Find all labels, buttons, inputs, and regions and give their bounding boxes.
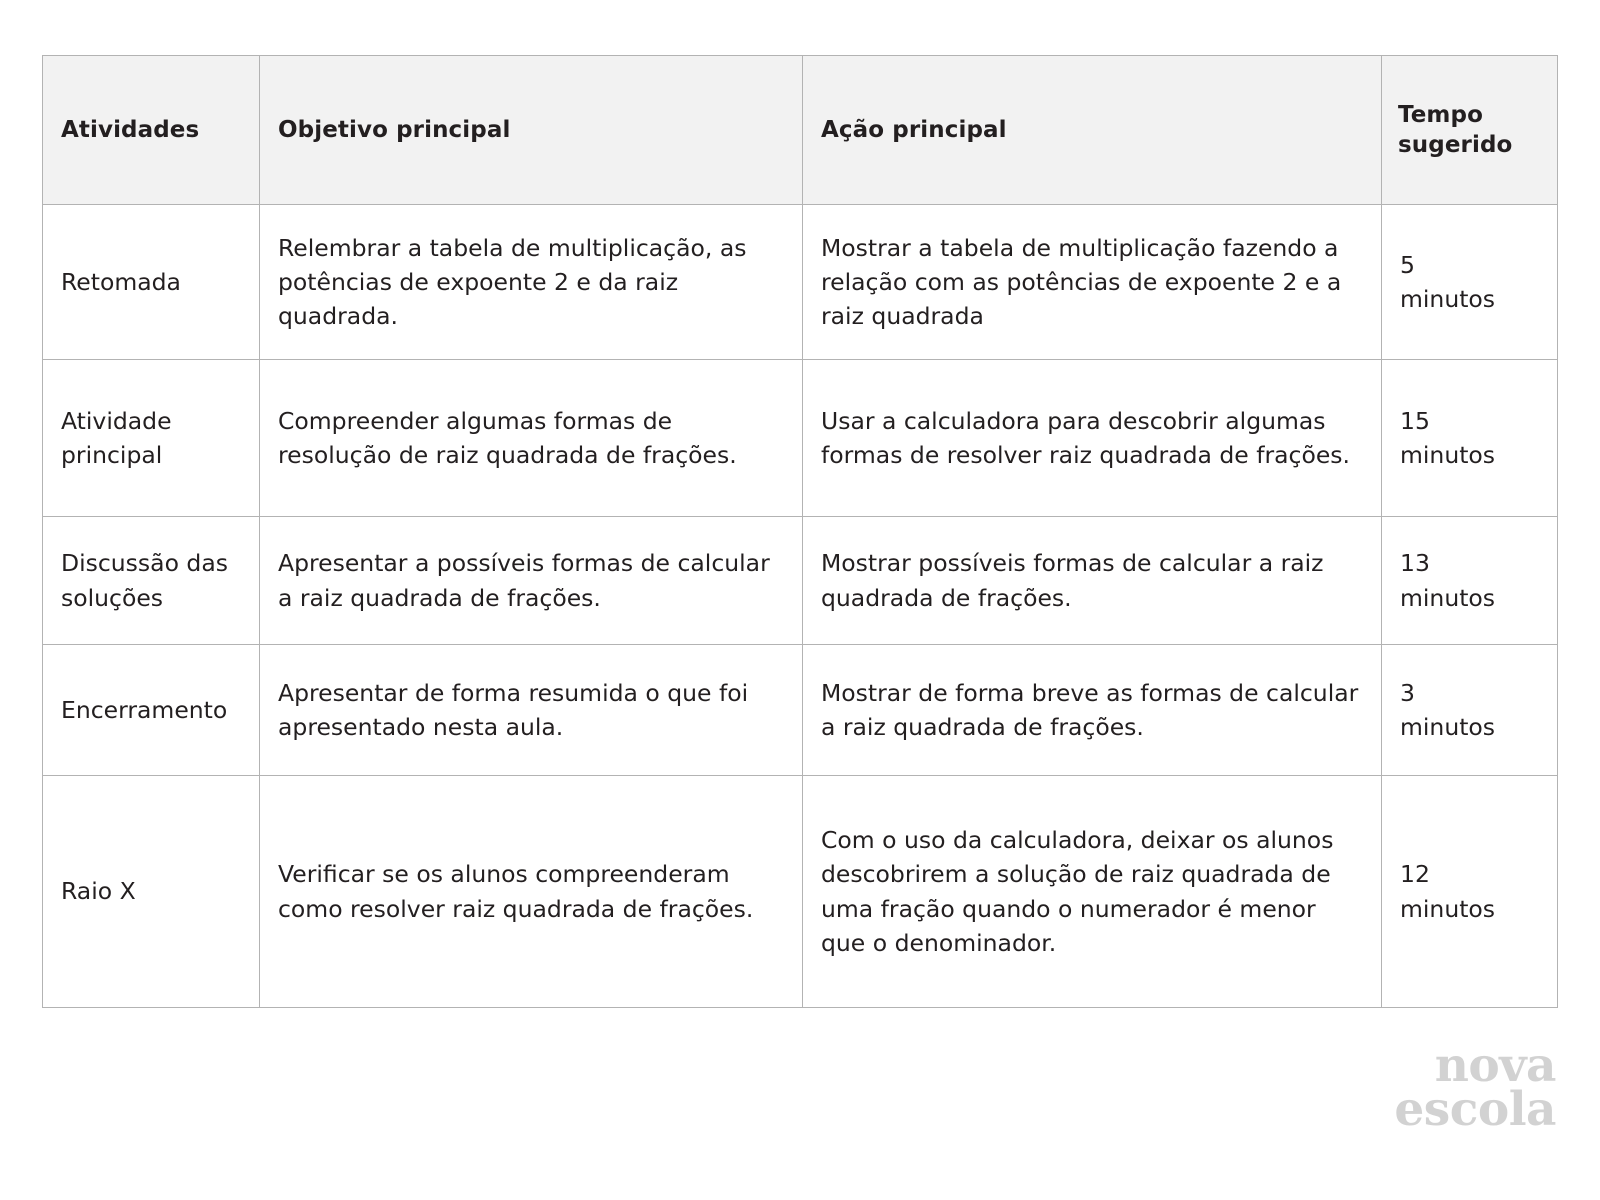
table-row — [43, 517, 1558, 645]
cell-tempo — [1382, 205, 1558, 360]
cell-acao: Usar a calculadora para descobrir algumas formas de resolver raiz quadrada de frações. — [803, 360, 1382, 517]
column-header-atividades: Atividades — [43, 56, 260, 205]
tempo-header-line-2: sugerido — [1398, 132, 1513, 158]
column-header-tempo-sugerido — [1382, 56, 1558, 205]
cell-acao: Mostrar de forma breve as formas de calcular a raiz quadrada de frações. — [803, 645, 1382, 776]
cell-acao: Mostrar a tabela de multiplicação fazendo a relação com as potências de expoente 2 e a raiz quadrada — [803, 205, 1382, 360]
cell-objetivo: Compreender algumas formas de resolução de raiz quadrada de frações. — [260, 360, 803, 517]
tempo-unit: minutos — [1400, 285, 1496, 313]
cell-atividade: Discussão das soluções — [43, 517, 260, 645]
cell-tempo — [1382, 517, 1558, 645]
table-row — [43, 360, 1558, 517]
tempo-unit: minutos — [1400, 894, 1496, 923]
column-header-objetivo-principal: Objetivo principal — [260, 56, 803, 205]
tempo-unit: minutos — [1400, 713, 1496, 741]
logo-line-escola: escola — [1394, 1081, 1556, 1137]
cell-acao: Com o uso da calculadora, deixar os alunos descobrirem a solução de raiz quadrada de uma fração quando o numerador é menor que o denominador. — [803, 776, 1382, 1008]
table-body — [43, 205, 1558, 1008]
activities-table — [42, 55, 1558, 1008]
tempo-unit: minutos — [1400, 583, 1496, 612]
cell-objetivo: Relembrar a tabela de multiplicação, as potências de expoente 2 e da raiz quadrada. — [260, 205, 803, 360]
tempo-value: 12 — [1400, 860, 1430, 889]
cell-tempo — [1382, 360, 1558, 517]
table-row — [43, 205, 1558, 360]
column-header-acao-principal: Ação principal — [803, 56, 1382, 205]
cell-atividade: Encerramento — [43, 645, 260, 776]
cell-tempo — [1382, 645, 1558, 776]
tempo-value: 13 — [1400, 549, 1430, 578]
tempo-value: 15 — [1400, 406, 1430, 435]
table-header — [43, 56, 1558, 205]
logo-line-nova: nova — [1434, 1037, 1556, 1093]
tempo-value: 5 — [1400, 250, 1415, 279]
tempo-value: 3 — [1400, 678, 1415, 707]
cell-objetivo: Verificar se os alunos compreenderam como resolver raiz quadrada de frações. — [260, 776, 803, 1008]
cell-atividade: Raio X — [43, 776, 260, 1008]
nova-escola-logo — [1326, 1037, 1556, 1137]
cell-objetivo: Apresentar a possíveis formas de calcular a raiz quadrada de frações. — [260, 517, 803, 645]
tempo-unit: minutos — [1400, 441, 1496, 469]
table-row — [43, 776, 1558, 1008]
table-header-row — [43, 56, 1558, 205]
tempo-header-line-1: Tempo — [1398, 101, 1483, 128]
cell-atividade: Retomada — [43, 205, 260, 360]
cell-tempo — [1382, 776, 1558, 1008]
table-row — [43, 645, 1558, 776]
activities-table-container — [42, 55, 1557, 980]
cell-objetivo: Apresentar de forma resumida o que foi apresentado nesta aula. — [260, 645, 803, 776]
cell-acao: Mostrar possíveis formas de calcular a raiz quadrada de frações. — [803, 517, 1382, 645]
cell-atividade: Atividade principal — [43, 360, 260, 517]
